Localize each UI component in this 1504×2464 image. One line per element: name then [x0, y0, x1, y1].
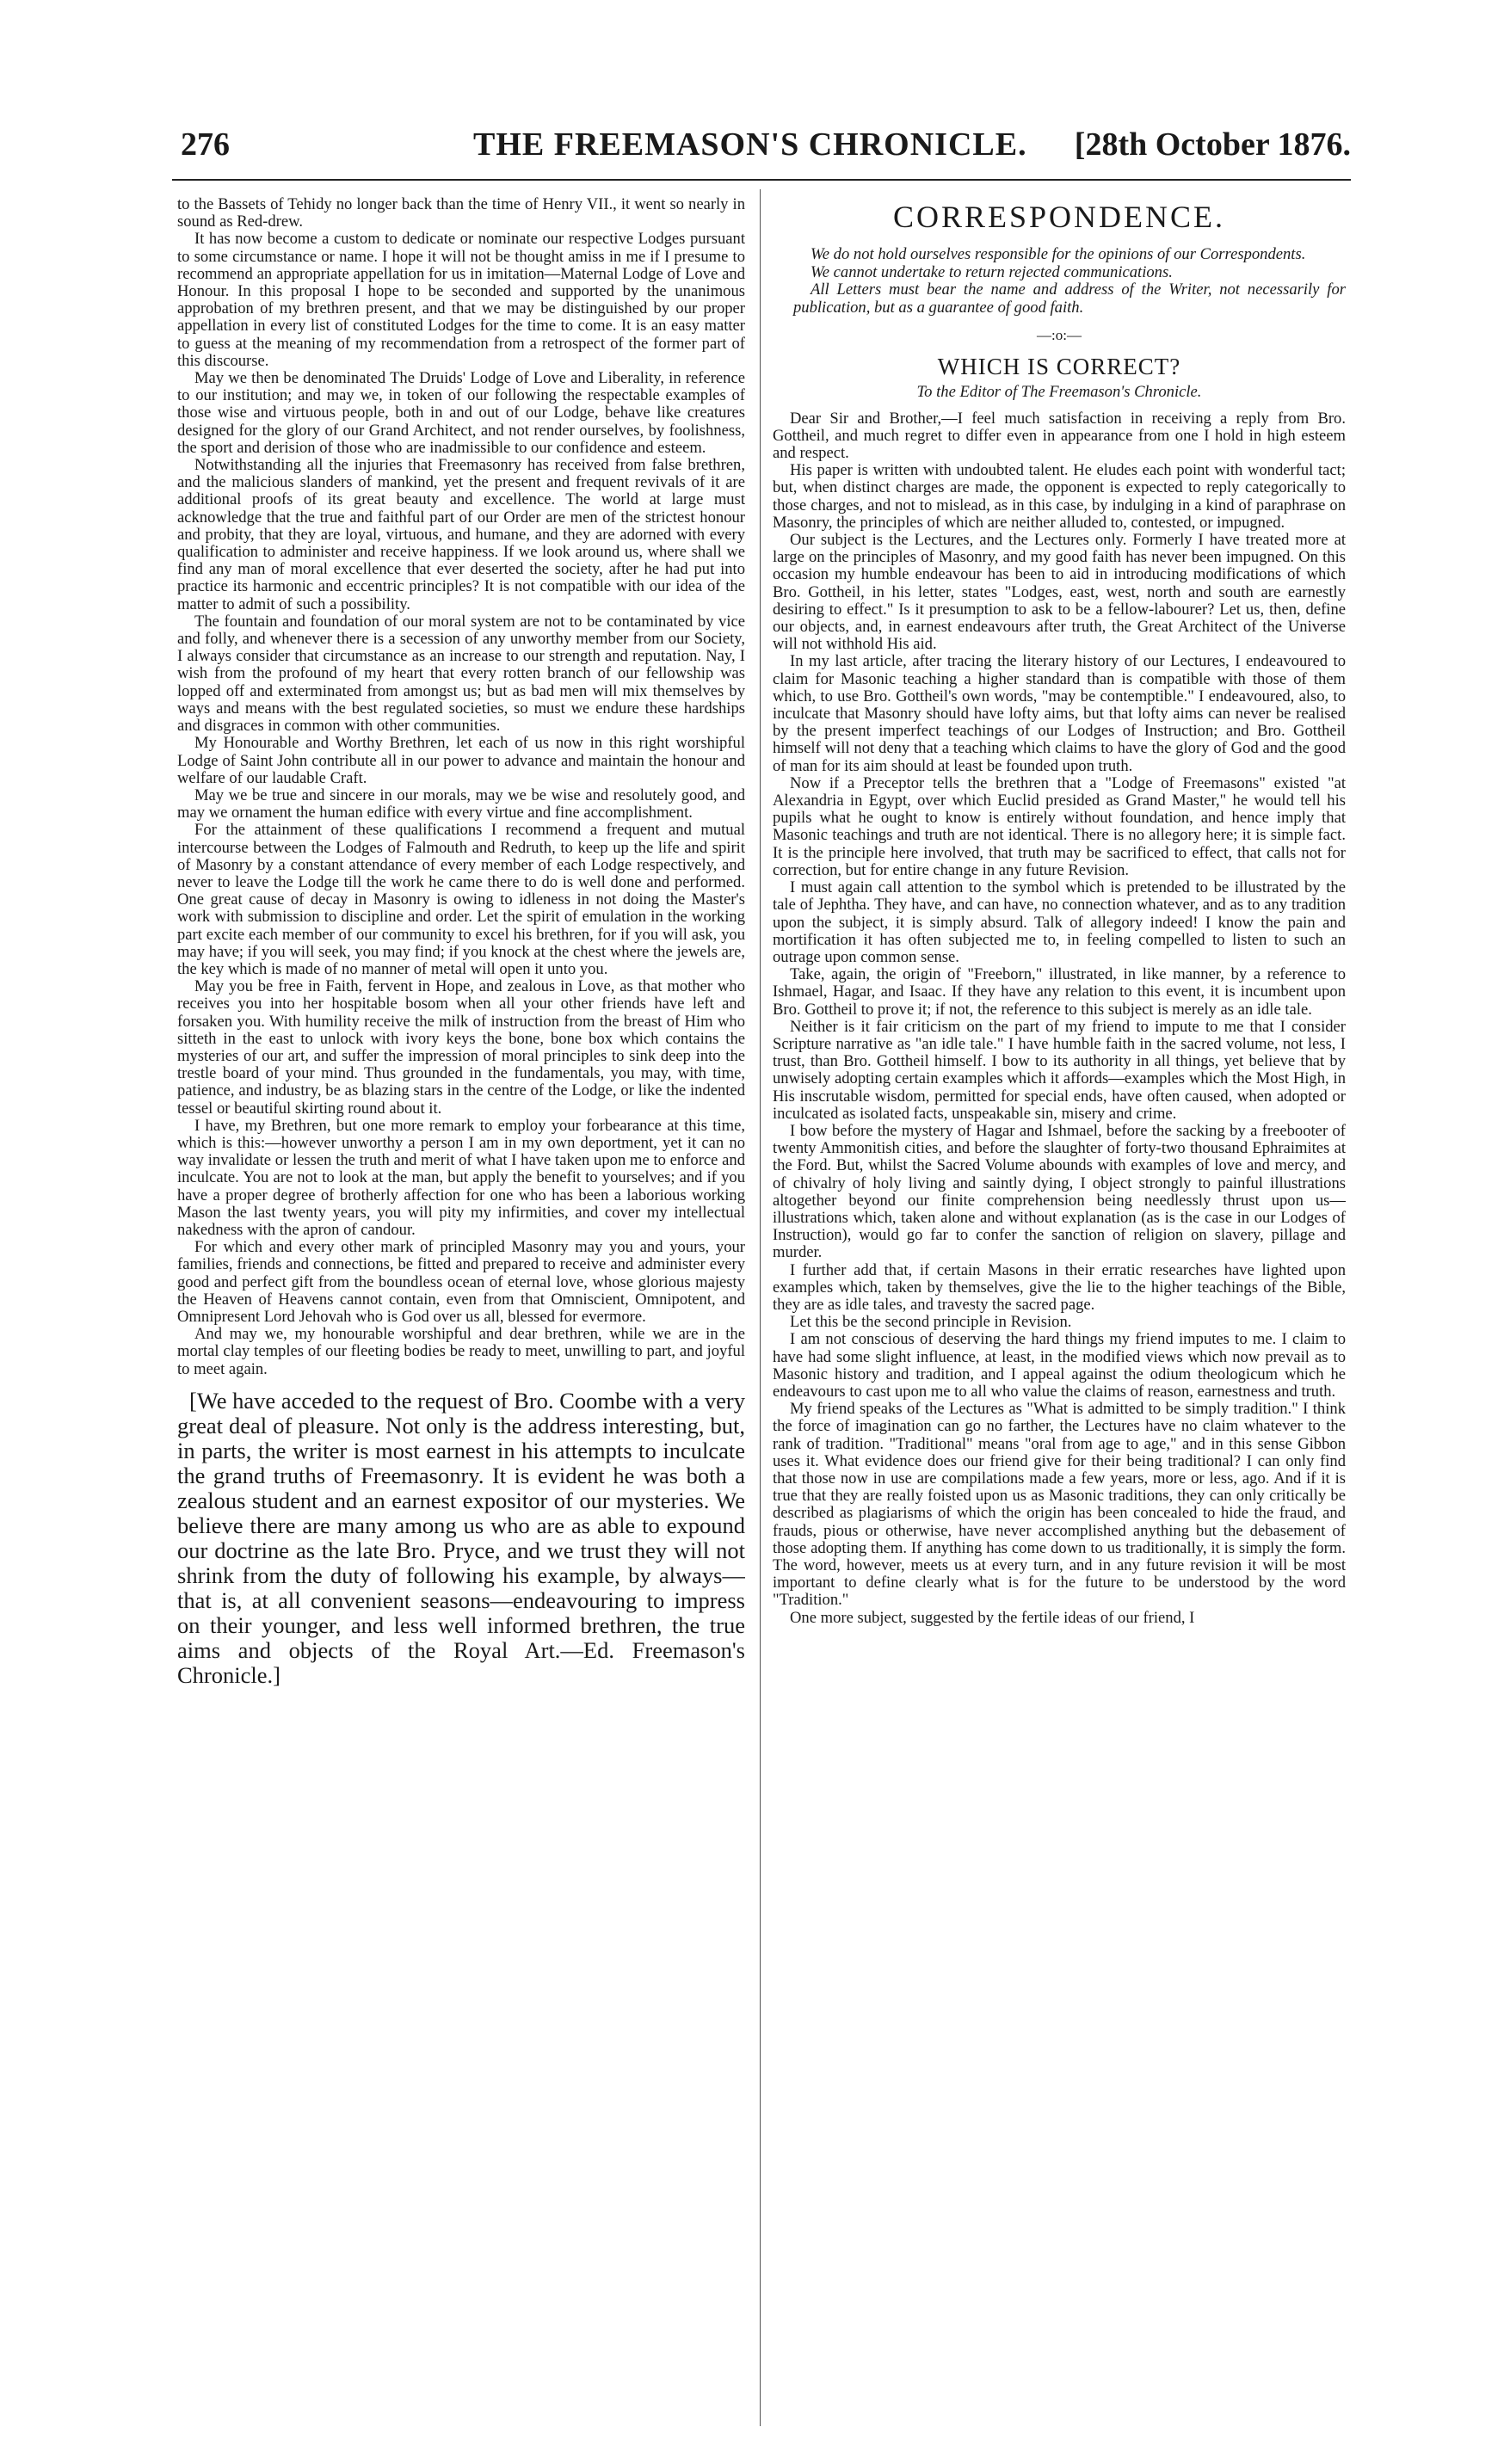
paragraph: It has now become a custom to dedicate or nominate our respective Lodges pursuant to some circumstance or name. I hope it will not be thought amiss in me if I presume to recommend an appropriate appellation for us in imitation—Maternal Lodge of Love and Honour. In this proposal I hope to be seconded and supported by the unanimous approbation of my brethren present, and that we may be distinguished by our proper appellation in every list of constituted Lodges for the time to come. It is an easy matter to guess at the meaning of my recommendation from a retrospect of the former part of this discourse.	[177, 230, 745, 370]
paragraph: In my last article, after tracing the literary history of our Lectures, I endeavoured to claim for Masonic teaching a higher standard than is compatible with those of them which, to use Bro. Gottheil's own words, "may be contemptible." I endeavoured, also, to inculcate that Masonry should have lofty aims, but that lofty aims can never be realised by the present imperfect teachings of our Lodges of Instruction; and Bro. Gottheil himself will not deny that a teaching which claims to have the glory of God and the good of man for its aim should at least be founded upon truth.	[773, 652, 1346, 775]
paragraph: I further add that, if certain Masons in their erratic researches have lighted upon examples which, taken by themselves, give the lie to the higher teachings of the Bible, they are as idle tales, and travesty the sacred page.	[773, 1260, 1346, 1314]
paragraph: Our subject is the Lectures, and the Lectures only. Formerly I have treated more at large on the principles of Masonry, and my good faith has never been impugned. On this occasion my humble endeavour has been to aid in introducing modifications of which Bro. Gottheil, in his letter, states "Lodges, east, west, north and south are earnestly desiring to effect." Is it presumption to ask to be a fellow-labourer? Let us, then, define our objects, and, in earnest endeavours after truth, the Great Architect of the Universe will not withhold His aid.	[773, 531, 1346, 654]
paragraph: Now if a Preceptor tells the brethren that a "Lodge of Freemasons" existed "at Alexandria in Egypt, over which Euclid presided as Grand Master," he would tell his pupils what he ought to know is entirely without foundation, and hence imply that Masonic teachings and truth are not identical. There is no allegory here; it is simple fact. It is the principle here involved, that truth may be sacrificed to effect, that calls not for correction, but for entire change in any future Revision.	[773, 773, 1346, 879]
paragraph: Take, again, the origin of "Freeborn," illustrated, in like manner, by a reference to Ishmael, Hagar, and Isaac. If they have any relation to this event, it is incumbent upon Bro. Gottheil to prove it; if not, the reference to this subject is merely as an idle tale.	[773, 965, 1346, 1019]
publication-title: THE FREEMASON'S CHRONICLE.	[473, 126, 1027, 163]
paragraph: Let this be the second principle in Revision.	[790, 1313, 1072, 1332]
right-column	[773, 196, 1346, 2424]
disclaimer: We do not hold ourselves responsible for the opinions of our Correspondents.	[811, 245, 1306, 263]
letter-addressee: To the Editor of The Freemason's Chronicle.	[916, 383, 1202, 402]
paragraph: One more subject, suggested by the fertile ideas of our friend, I	[790, 1608, 1195, 1627]
paragraph: May we be true and sincere in our morals, may we be wise and resolutely good, and may we ornament the human edifice with every virtue and fine accomplishment.	[177, 785, 745, 822]
paragraph: Dear Sir and Brother,—I feel much satisfaction in receiving a reply from Bro. Gottheil, and much regret to differ even in appearance from one I hold in high esteem and respect.	[773, 409, 1346, 463]
editorial-note	[177, 1389, 745, 1688]
header-rule	[172, 179, 1351, 181]
paragraph: My Honourable and Worthy Brethren, let each of us now in this right worshipful Lodge of Saint John contribute all in our power to advance and maintain the honour and welfare of our laudable Craft.	[177, 734, 745, 787]
paragraph: May we then be denominated The Druids' Lodge of Love and Liberality, in reference to our institution; and may we, in token of our following the respectable examples of those wise and virtuous people, both in and out of our Lodge, behave like creatures designed for the glory of our Grand Architect, and not render ourselves, by foolishness, the sport and derision of those who are inadmissible to our confidence and esteem.	[177, 369, 745, 457]
paragraph: His paper is written with undoubted talent. He eludes each point with wonderful tact; but, when distinct charges are made, the opponent is expected to reply categorically to those charges, and not to mislead, as in this case, by indulging in a kind of paraphrase on Masonry, the principles of which are neither alluded to, contested, or impugned.	[773, 461, 1346, 532]
paragraph: I must again call attention to the symbol which is pretended to be illustrated by the tale of Jephtha. They have, and can have, no connection whatever, and as to any tradition upon the subject, it is simply absurd. Talk of allegory indeed! I know the pain and mortification it has often subjected me to, in feeling compelled to listen to such an outrage upon common sense.	[773, 878, 1346, 966]
ornament-divider: —:o:—	[1037, 327, 1082, 343]
page-header	[172, 126, 1351, 177]
paragraph: The fountain and foundation of our moral system are not to be contaminated by vice and folly, and whenever there is a secession of any unworthy member from our Society, I always consider that circumstance as an increase to our strength and reputation. Nay, I wish from the profound of my heart that every rotten branch of our fellowship was lopped off and exterminated from amongst us; but as bad men will mix themselves by ways and means with the best regulated societies, so must we endure these hardships and disgraces in common with other communities.	[177, 612, 745, 736]
paragraph: My friend speaks of the Lectures as "What is admitted to be simply tradition." I think the force of imagination can go no farther, the Lectures have no claim whatever to the rank of tradition. "Traditional" means "oral from age to age," and in this sense Gibbon uses it. What evidence does our friend give for their being traditional? I can only find that those now in use are compilations made a few years, more or less, ago. And if it is true that they are really foisted upon us as Masonic traditions, they can only critically be described as plagiarisms of which the origin has been concealed to hide the fraud, and frauds, pious or otherwise, have never accomplished anything but the debasement of those adopting them. If anything has come down to us traditionally, it is simply the form. The word, however, meets us at every turn, and in any future revision it will be most important to define clearly what is for the future to be understood by the word "Tradition."	[773, 1400, 1346, 1610]
editorial-note-text: [We have acceded to the request of Bro. Coombe with a very great deal of pleasure. Not only is the address interesting, but, in parts, the writer is most earnest in his attempts to inculcate the grand truths of Freemasonry. It is evident he was both a zealous student and an earnest expositor of our mysteries. We believe there are many among us who are as able to expound our doctrine as the late Bro. Pryce, and we trust they will not shrink from the duty of following his example, by always—that is, at all convenient seasons—endeavouring to impress on their younger, and less well informed brethren, the true aims and objects of the Royal Art.—Ed. Freemason's Chronicle.]	[177, 1387, 745, 1688]
paragraph: And may we, my honourable worshipful and dear brethren, while we are in the mortal clay temples of our fleeting bodies be ready to meet, unwilling to part, and joyful to meet again.	[177, 1325, 745, 1378]
paragraph: I bow before the mystery of Hagar and Ishmael, before the sacking by a freebooter of twenty Ammonitish cities, and before the slaughter of forty-two thousand Ephraimites at the Ford. But, whilst the Sacred Volume abounds with examples of love and mercy, and of chivalry of holy living and saintly dying, I object strongly to painful illustrations altogether beyond our finite comprehension being needlessly thrust upon us—illustrations which, taken alone and without explanation (as is the case in our Lodges of Instruction), would go far to confer the sanction of religion on slavery, pillage and murder.	[773, 1121, 1346, 1262]
paragraph: I am not conscious of deserving the hard things my friend imputes to me. I claim to have had some slight influence, at least, in the modified views which now prevail as to Masonic history and tradition, and I appeal against the odium theologicum which he endeavours to cast upon me to all who value the claims of reason, earnestness and truth.	[773, 1330, 1346, 1401]
paragraph: For the attainment of these qualifications I recommend a frequent and mutual intercourse between the Lodges of Falmouth and Redruth, to keep up the life and spirit of Masonry by a constant attendance of every member of each Lodge respectively, and never to leave the Lodge till the work he came there to do is well done and performed. One great cause of decay in Masonry is owing to idleness in not doing the Master's work with submission to discipline and order. Let the spirit of emulation in the working part excite each member of our community to excel his brethren, for if you will ask, you may have; if you will seek, you may find; if you knock at the chest where the jewels are, the key which is made of no manner of metal will open it unto you.	[177, 821, 745, 978]
disclaimer: We cannot undertake to return rejected communications.	[811, 262, 1173, 281]
page-number: 276	[181, 126, 230, 163]
paragraph: Neither is it fair criticism on the part of my friend to impute to me that I consider Scripture narrative as "an idle tale." I have humble faith in the sacred volume, not less, I trust, than Bro. Gottheil himself. I bow to its authority in all things, yet believe that by unwisely adopting certain examples which it affords—examples which the Most High, in His inscrutable wisdom, permitted for special ends, have often caused, when adopted or inculcated as isolated facts, unspeakable sin, misery and crime.	[773, 1017, 1346, 1123]
paragraph: May you be free in Faith, fervent in Hope, and zealous in Love, as that mother who receives you into her hospitable bosom when all your other friends have left and forsaken you. With humility receive the milk of instruction from the breast of Him who sitteth in the east to unlock with ivory keys the bone, bone box which contains the mysteries of our art, and suffer the impression of moral principles to sink deep into the trestle board of your mind. Thus grounded in the fundamentals, you may, with time, patience, and industry, be as blazing stars in the centre of the Lodge, or like the indented tessel or beautiful skirting round about it.	[177, 977, 745, 1118]
paragraph: For which and every other mark of principled Masonry may you and yours, your families, friends and connections, be fitted and prepared to receive and administer every good and perfect gift from the boundless ocean of eternal love, whose glorious majesty the Heaven of Heavens cannot contain, even from that Omniscient, Omnipotent, and Omnipresent Lord Jehovah who is God over us all, blessed for evermore.	[177, 1238, 745, 1326]
column-divider	[760, 189, 761, 2426]
letter-title: WHICH IS CORRECT?	[937, 354, 1181, 380]
paragraph: to the Bassets of Tehidy no longer back than the time of Henry VII., it went so nearly in sound as Red-drew.	[177, 196, 745, 231]
left-column	[177, 196, 745, 2424]
paragraph: I have, my Brethren, but one more remark to employ your forbearance at this time, which is this:—however unworthy a person I am in my own deportment, yet it can no way invalidate or lessen the truth and merit of what I have taken upon me to enforce and inculcate. You are not to look at the man, but apply the benefit to yourselves; and if you have a proper degree of brotherly affection for one who has been a laborious working Mason the last twenty years, you will pity my infirmities, and cover my intellectual nakedness with the apron of candour.	[177, 1116, 745, 1239]
paragraph: Notwithstanding all the injuries that Freemasonry has received from false brethren, and the malicious slanders of mankind, yet the present and frequent revivals of it are additional proofs of its great beauty and excellence. The world at large must acknowledge that the true and faithful part of our Order are men of the strictest honour and probity, that they are loyal, virtuous, and humane, and they are adorned with every qualification to administer and receive happiness. If we look around us, where shall we find any man of moral excellence that ever deserted the society, after he had put into practice its harmonic and eccentric principles? It is not compatible with our idea of the matter to admit of such a possibility.	[177, 456, 745, 613]
issue-date: [28th October 1876.	[1074, 126, 1351, 163]
disclaimer: All Letters must bear the name and address of the Writer, not necessarily for publication, but as a guarantee of good faith.	[793, 280, 1346, 317]
section-heading: CORRESPONDENCE.	[892, 200, 1226, 234]
